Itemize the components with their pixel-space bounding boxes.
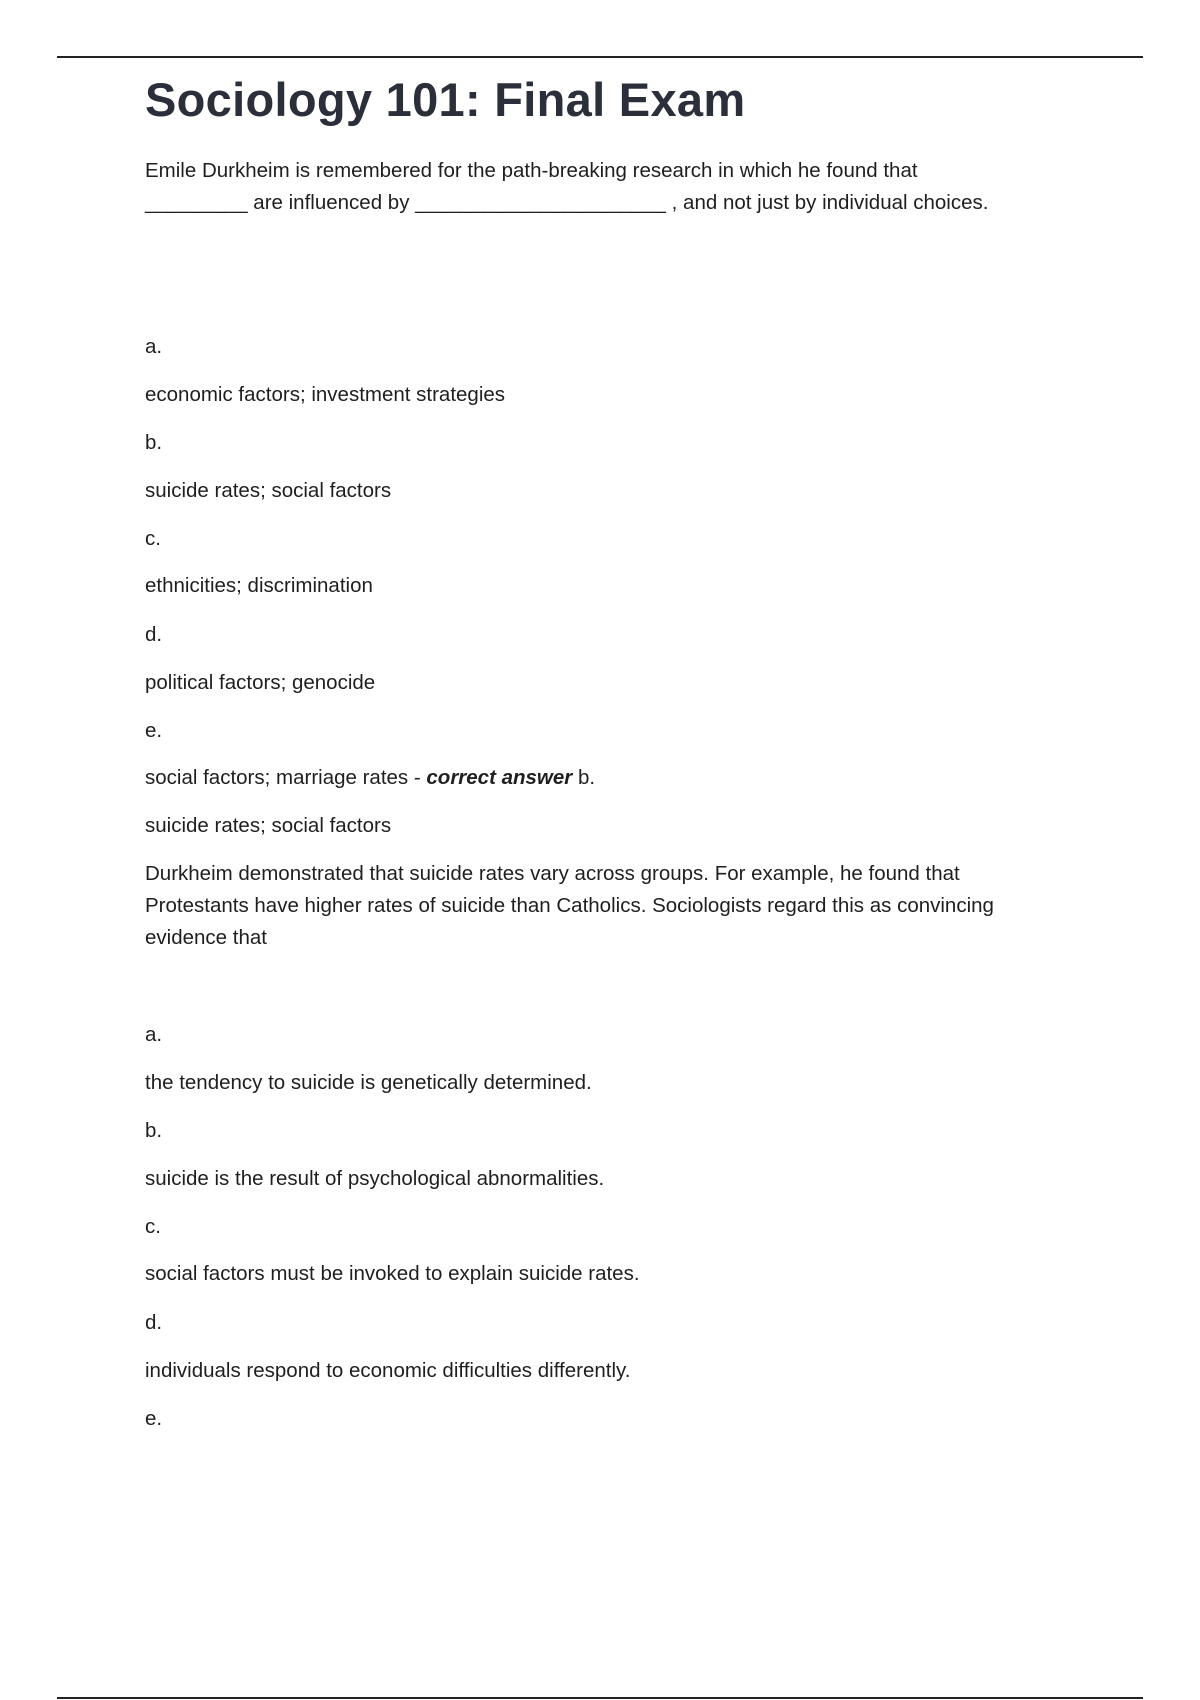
q1-option-d-letter: d. <box>145 623 163 646</box>
q1-option-c-letter: c. <box>145 527 161 550</box>
q1-option-e-letter: e. <box>145 719 163 742</box>
bottom-divider <box>57 1697 1143 1699</box>
q2-option-d-text: individuals respond to economic difficulties differently. <box>145 1359 631 1382</box>
q2-option-b-text: suicide is the result of psychological abnormalities. <box>145 1167 605 1190</box>
q2-option-c-text: social factors must be invoked to explain suicide rates. <box>145 1262 640 1285</box>
correct-answer-label: correct answer <box>426 766 573 789</box>
q2-option-d-letter: d. <box>145 1311 163 1334</box>
correct-answer-letter: b. <box>572 766 596 789</box>
question-2-stem: Durkheim demonstrated that suicide rates vary across groups. For example, he found that Protestants have higher rates of suicide than Catholics. Sociologists regard this as convincing evidence that <box>145 862 994 949</box>
q2-option-c-letter: c. <box>145 1215 161 1238</box>
question-1-stem-line-1: Emile Durkheim is remembered for the path-breaking research in which he found that <box>145 159 918 182</box>
q1-option-a-letter: a. <box>145 335 163 358</box>
q1-answer-text: suicide rates; social factors <box>145 814 392 837</box>
page-title: Sociology 101: Final Exam <box>145 73 746 126</box>
top-divider <box>57 56 1143 58</box>
question-1-stem-line-2: _________ are influenced by ______________________ , and not just by individual choices. <box>145 191 989 214</box>
q1-option-d-text: political factors; genocide <box>145 671 376 694</box>
q1-option-a-text: economic factors; investment strategies <box>145 383 506 406</box>
q1-option-c-text: ethnicities; discrimination <box>145 574 373 597</box>
q1-option-b-text: suicide rates; social factors <box>145 479 392 502</box>
q1-option-b-letter: b. <box>145 431 163 454</box>
q2-option-a-text: the tendency to suicide is genetically determined. <box>145 1071 592 1094</box>
q2-option-b-letter: b. <box>145 1119 163 1142</box>
q1-option-e-text: social factors; marriage rates - <box>145 766 427 789</box>
q1-option-e-line <box>145 762 595 794</box>
q2-option-a-letter: a. <box>145 1023 163 1046</box>
q2-option-e-letter: e. <box>145 1407 163 1430</box>
